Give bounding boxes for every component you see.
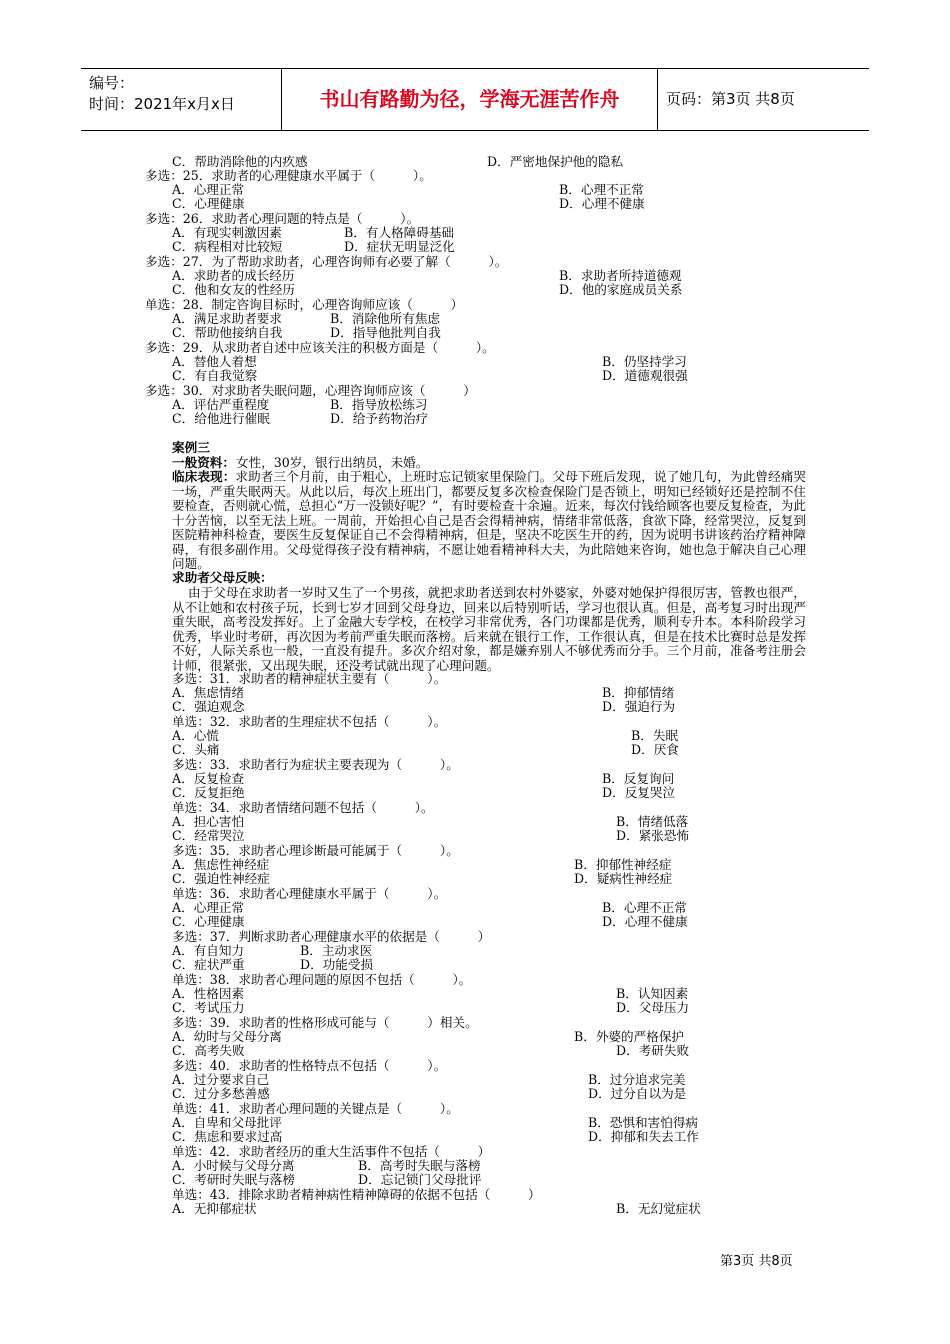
option-d: D．厌食 — [631, 742, 679, 757]
option-a: A．评估严重程度 — [172, 397, 270, 412]
option-a: A．心理正常 — [172, 182, 245, 197]
option-b: B．消除他所有焦虑 — [330, 311, 441, 326]
option-b: B．求助者所持道德观 — [559, 268, 682, 283]
option-a: A．求助者的成长经历 — [172, 268, 295, 283]
question-stem: 多选：35．求助者心理诊断最可能属于（ ）。 — [172, 843, 459, 858]
option-c: C．头痛 — [172, 742, 220, 757]
option-d: D．他的家庭成员关系 — [559, 282, 683, 297]
option-c: C．病程相对比较短 — [172, 239, 283, 254]
header-left — [89, 73, 235, 115]
option-b: B．无幻觉症状 — [616, 1201, 701, 1216]
question-stem: 单选：43．排除求助者精神病性精神障碍的依据不包括（ ） — [172, 1187, 541, 1202]
option-d: D．功能受损 — [300, 957, 374, 972]
option-c: C．心理健康 — [172, 196, 245, 211]
option-c: C．考研时失眠与落榜 — [172, 1172, 295, 1187]
option-d: D．心理不健康 — [559, 196, 645, 211]
option-b: B．有人格障碍基础 — [344, 225, 455, 240]
option-d: D．父母压力 — [616, 1000, 690, 1015]
option-b: B．失眠 — [631, 728, 679, 743]
question-stem: 单选：41．求助者心理问题的关键点是（ ）。 — [172, 1101, 459, 1116]
option-d: D．考研失败 — [616, 1043, 690, 1058]
parents-label: 求助者父母反映： — [172, 570, 273, 585]
option-a: A．替他人着想 — [172, 354, 257, 369]
option-b: B．抑郁性神经症 — [574, 857, 672, 872]
option-a: A．无抑郁症状 — [172, 1201, 257, 1216]
question-stem: 多选：33．求助者行为症状主要表现为（ ）。 — [172, 757, 459, 772]
option-a: A．反复检查 — [172, 771, 245, 786]
clinical-paragraph — [172, 470, 806, 572]
option-c: C．过分多愁善感 — [172, 1086, 270, 1101]
option-c: C．强迫观念 — [172, 699, 245, 714]
question-stem: 多选：31．求助者的精神症状主要有（ ）。 — [172, 671, 447, 686]
option-d: D．给予药物治疗 — [330, 411, 429, 426]
header-divider — [657, 69, 658, 130]
option-a: A．有现实刺激因素 — [172, 225, 282, 240]
option-d: D．抑郁和失去工作 — [588, 1129, 699, 1144]
page-footer: 第3页 共8页 — [720, 1254, 793, 1269]
question-stem: 多选：37．判断求助者心理健康水平的依据是（ ） — [172, 929, 491, 944]
option-b: B．心理不正常 — [559, 182, 644, 197]
option-c: C．心理健康 — [172, 914, 245, 929]
option-c: C．帮助他接纳自我 — [172, 325, 283, 340]
option-a: A．担心害怕 — [172, 814, 245, 829]
option-d: D．道德观很强 — [602, 368, 688, 383]
option-a: A．焦虑性神经症 — [172, 857, 270, 872]
option-c: C．反复拒绝 — [172, 785, 245, 800]
option-b: B．情绪低落 — [616, 814, 689, 829]
option-d: D．反复哭泣 — [602, 785, 676, 800]
option-a: A．心理正常 — [172, 900, 245, 915]
option-d: D．紧张恐怖 — [616, 828, 690, 843]
option-c: C．他和女友的性经历 — [172, 282, 295, 297]
option-d: D．强迫行为 — [602, 699, 676, 714]
question-stem: 单选：36．求助者心理健康水平属于（ ）。 — [172, 886, 447, 901]
option-c: C．焦虑和要求过高 — [172, 1129, 283, 1144]
header-page-info: 页码：第3页 共8页 — [666, 90, 795, 108]
question-stem: 单选：38．求助者心理问题的原因不包括（ ）。 — [172, 972, 472, 987]
question-stem: 多选：40．求助者的性格特点不包括（ ）。 — [172, 1058, 447, 1073]
option-d: D．过分自以为是 — [588, 1086, 687, 1101]
question-stem: 单选：28．制定咨询目标时，心理咨询师应该（ ） — [145, 297, 464, 312]
parents-paragraph: 由于父母在求助者一岁时又生了一个男孩，就把求助者送到农村外婆家，外婆对她保护得很厉害，管教也很严，从不让她和农村孩子玩，长到七岁才回到父母身边，回来以后特别听话，学习也很认真。但是，高考复习时出现严重失眠，高考没发挥好。上了金融大专学校，在校学习非常优秀，各门功课都是优秀，顺利专升本。本科阶段学习优秀，毕业时考研，再次因为考前严重失眠而落榜。后来就在银行工作，工作很认真，但是在技术比赛时总是发挥不好，人际关系也一般，一直没有提升。多次介绍对象，都是嫌弃别人不够优秀而分手。三个月前，准备考注册会计师，很紧张，又出现失眠，还没考试就出现了心理问题。 — [172, 585, 806, 673]
option-b: B．认知因素 — [616, 986, 689, 1001]
number-label: 编号： — [89, 74, 135, 92]
option-a: A．过分要求自己 — [172, 1072, 270, 1087]
option-c: C．症状严重 — [172, 957, 245, 972]
option-b: B．主动求医 — [300, 943, 373, 958]
header-motto: 书山有路勤为径，学海无涯苦作舟 — [319, 87, 620, 111]
question-stem: 单选：34．求助者情绪问题不包括（ ）。 — [172, 800, 434, 815]
option-d: D．忘记锁门父母批评 — [358, 1172, 482, 1187]
option-c: C．给他进行催眠 — [172, 411, 270, 426]
option-b: B．恐惧和害怕得病 — [588, 1115, 699, 1130]
option-a: A．焦虑情绪 — [172, 685, 245, 700]
option-c: C．强迫性神经症 — [172, 871, 270, 886]
page-header — [81, 68, 869, 131]
option-d: D．严密地保护他的隐私 — [487, 154, 624, 169]
option-b: B．过分追求完美 — [588, 1072, 686, 1087]
question-stem: 多选：39．求助者的性格形成可能与（ ）相关。 — [172, 1015, 478, 1030]
option-b: B．高考时失眠与落榜 — [358, 1158, 481, 1173]
option-c: C．高考失败 — [172, 1043, 245, 1058]
option-d: D．心理不健康 — [602, 914, 688, 929]
option-d: D．疑病性神经症 — [574, 871, 673, 886]
time-label: 时间：2021年x月x日 — [89, 95, 235, 113]
option-b: B．外婆的严格保护 — [574, 1029, 685, 1044]
option-c: C．经常哭泣 — [172, 828, 245, 843]
option-b: B．指导放松练习 — [330, 397, 428, 412]
case-title: 案例三 — [172, 440, 210, 455]
option-b: B．仍坚持学习 — [602, 354, 687, 369]
option-a: A．有自知力 — [172, 943, 245, 958]
question-stem: 多选：26．求助者心理问题的特点是（ ）。 — [145, 211, 420, 226]
question-stem: 多选：27．为了帮助求助者，心理咨询师有必要了解（ ）。 — [145, 254, 508, 269]
option-d: D．指导他批判自我 — [330, 325, 441, 340]
option-b: B．反复询问 — [602, 771, 675, 786]
clinical-label: 临床表现： — [172, 469, 236, 484]
option-a: A．幼时与父母分离 — [172, 1029, 282, 1044]
clinical-text: 求助者三个月前，由于粗心，上班时忘记锁家里保险门。父母下班后发现，说了她几句，为此曾经痛哭一场，严重失眠两天。从此以后，每次上班出门，都要反复多次检查保险门是否锁上，明知已经锁好还是控制不住要检查，否则就心慌，总担心“万一没锁好呢？”，有时要检查十余遍。近来，每次付钱给顾客也要反复检查，为此十分苦恼，以至无法上班。一周前，开始担心自己是否会得精神病，情绪非常低落，食欲下降，经常哭泣，反复到医院精神科检查，要医生反复保证自己不会得精神病，但是，坚决不吃医生开的药，因为说明书讲该药治疗精神障碍，有很多副作用。父母觉得孩子没有精神病，不愿让她看精神科大夫，为此陪她来咨询，她也急于解决自己心理问题。 — [172, 469, 807, 571]
option-b: B．心理不正常 — [602, 900, 687, 915]
question-stem: 单选：42．求助者经历的重大生活事件不包括（ ） — [172, 1144, 491, 1159]
option-c: C．考试压力 — [172, 1000, 245, 1015]
question-stem: 多选：25．求助者的心理健康水平属于（ ）。 — [145, 168, 432, 183]
option-a: A．心慌 — [172, 728, 219, 743]
option-d: D．症状无明显泛化 — [344, 239, 455, 254]
question-stem: 单选：32．求助者的生理症状不包括（ ）。 — [172, 714, 447, 729]
general-label: 一般资料： — [172, 455, 235, 470]
general-text: 女性，30岁，银行出纳员，未婚。 — [236, 455, 429, 470]
option-a: A．性格因素 — [172, 986, 245, 1001]
option-b: B．抑郁情绪 — [602, 685, 675, 700]
option-c: C．有自我觉察 — [172, 368, 258, 383]
option-c: C．帮助消除他的内疚感 — [172, 154, 308, 169]
question-stem: 多选：30．对求助者失眠问题，心理咨询师应该（ ） — [145, 383, 476, 398]
option-a: A．自卑和父母批评 — [172, 1115, 282, 1130]
option-a: A．满足求助者要求 — [172, 311, 282, 326]
question-stem: 多选：29．从求助者自述中应该关注的积极方面是（ ）。 — [145, 340, 495, 355]
option-a: A．小时候与父母分离 — [172, 1158, 295, 1173]
